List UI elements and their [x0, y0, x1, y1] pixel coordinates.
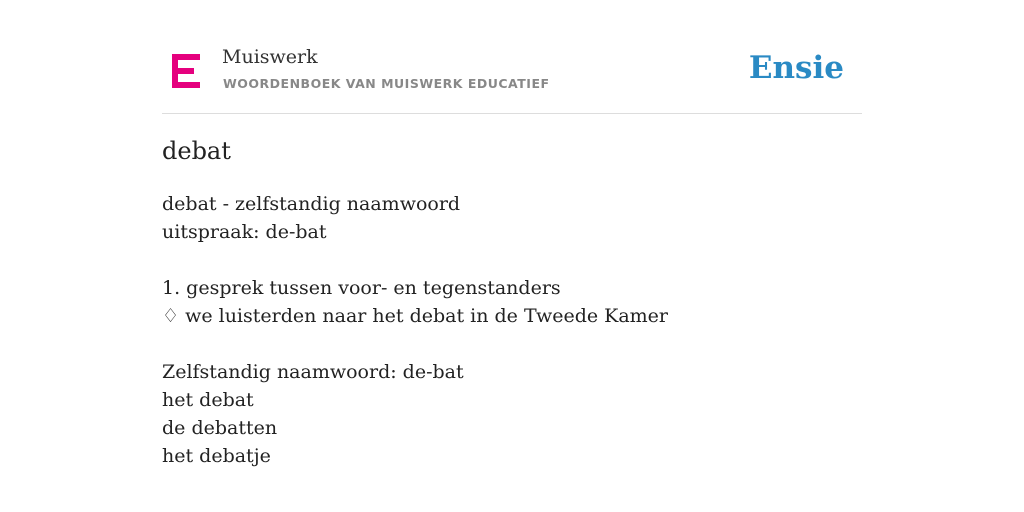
form-diminutive: het debatje [162, 445, 271, 467]
pronunciation: uitspraak: de-bat [162, 221, 327, 243]
brand-name[interactable]: Muiswerk [222, 46, 318, 68]
logo-bar-bottom [172, 82, 200, 88]
entry-content [162, 190, 862, 470]
form-singular: het debat [162, 389, 254, 411]
brand-subtitle: WOORDENBOEK VAN MUISWERK EDUCATIEF [223, 76, 550, 91]
spacer [162, 246, 862, 274]
ensie-logo-link[interactable]: Ensie [748, 50, 844, 86]
headword-line: debat - zelfstandig naamwoord [162, 193, 461, 215]
logo-bar-middle [172, 68, 194, 74]
page-title: debat [162, 137, 231, 165]
definition: 1. gesprek tussen voor- en tegenstanders [162, 277, 561, 299]
example-sentence: ♢ we luisterden naar het debat in de Tweede Kamer [162, 305, 669, 327]
form-plural: de debatten [162, 417, 278, 439]
spacer [162, 330, 862, 358]
header [162, 0, 862, 114]
logo-bar-top [172, 54, 200, 60]
noun-line: Zelfstandig naamwoord: de-bat [162, 361, 464, 383]
muiswerk-e-logo-icon[interactable] [172, 54, 200, 88]
